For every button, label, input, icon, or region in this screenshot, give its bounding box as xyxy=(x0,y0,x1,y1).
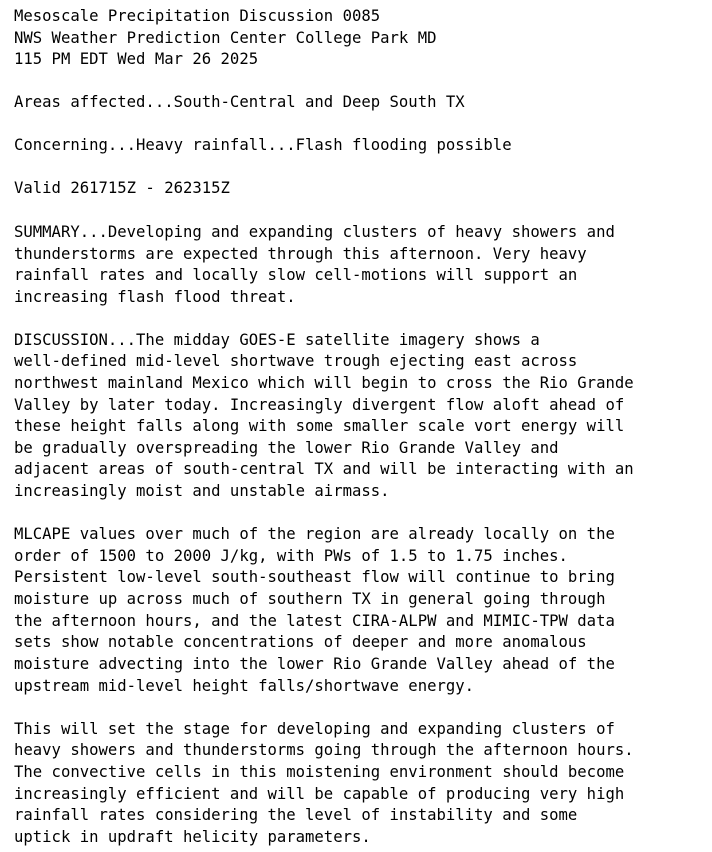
discussion-line: increasingly efficient and will be capable of producing very high xyxy=(14,785,625,803)
discussion-line: uptick in updraft helicity parameters. xyxy=(14,828,371,846)
discussion-line: moisture advecting into the lower Rio Grande Valley ahead of the xyxy=(14,655,615,673)
discussion-line: well-defined mid-level shortwave trough ejecting east across xyxy=(14,352,578,370)
discussion-line: increasingly moist and unstable airmass. xyxy=(14,482,390,500)
concerning-line: Concerning...Heavy rainfall...Flash flooding possible xyxy=(14,136,512,154)
discussion-line: northwest mainland Mexico which will begin to cross the Rio Grande xyxy=(14,374,634,392)
discussion-line: these height falls along with some smaller scale vort energy will xyxy=(14,417,625,435)
issue-time: 115 PM EDT Wed Mar 26 2025 xyxy=(14,50,259,68)
summary-line: thunderstorms are expected through this afternoon. Very heavy xyxy=(14,245,587,263)
discussion-line: This will set the stage for developing and expanding clusters of xyxy=(14,720,615,738)
discussion-line: upstream mid-level height falls/shortwave energy. xyxy=(14,677,475,695)
discussion-line: adjacent areas of south-central TX and will be interacting with an xyxy=(14,460,634,478)
discussion-line: MLCAPE values over much of the region are already locally on the xyxy=(14,525,615,543)
discussion-line: The convective cells in this moistening environment should become xyxy=(14,763,625,781)
discussion-line: sets show notable concentrations of deeper and more anomalous xyxy=(14,633,587,651)
discussion-line: moisture up across much of southern TX in general going through xyxy=(14,590,606,608)
issuing-office: NWS Weather Prediction Center College Park MD xyxy=(14,29,437,47)
summary-line: SUMMARY...Developing and expanding clusters of heavy showers and xyxy=(14,223,615,241)
discussion-line: Valley by later today. Increasingly divergent flow aloft ahead of xyxy=(14,396,625,414)
discussion-line: rainfall rates considering the level of instability and some xyxy=(14,806,578,824)
discussion-line: Persistent low-level south-southeast flow will continue to bring xyxy=(14,568,615,586)
areas-affected: Areas affected...South-Central and Deep South TX xyxy=(14,93,465,111)
summary-line: increasing flash flood threat. xyxy=(14,288,296,306)
discussion-line: DISCUSSION...The midday GOES-E satellite imagery shows a xyxy=(14,331,540,349)
discussion-line: heavy showers and thunderstorms going through the afternoon hours. xyxy=(14,741,634,759)
discussion-line: be gradually overspreading the lower Rio Grande Valley and xyxy=(14,439,559,457)
valid-time: Valid 261715Z - 262315Z xyxy=(14,179,230,197)
discussion-line: order of 1500 to 2000 J/kg, with PWs of 1.5 to 1.75 inches. xyxy=(14,547,568,565)
discussion-title: Mesoscale Precipitation Discussion 0085 xyxy=(14,7,381,25)
summary-line: rainfall rates and locally slow cell-motions will support an xyxy=(14,266,578,284)
discussion-line: the afternoon hours, and the latest CIRA-ALPW and MIMIC-TPW data xyxy=(14,612,615,630)
